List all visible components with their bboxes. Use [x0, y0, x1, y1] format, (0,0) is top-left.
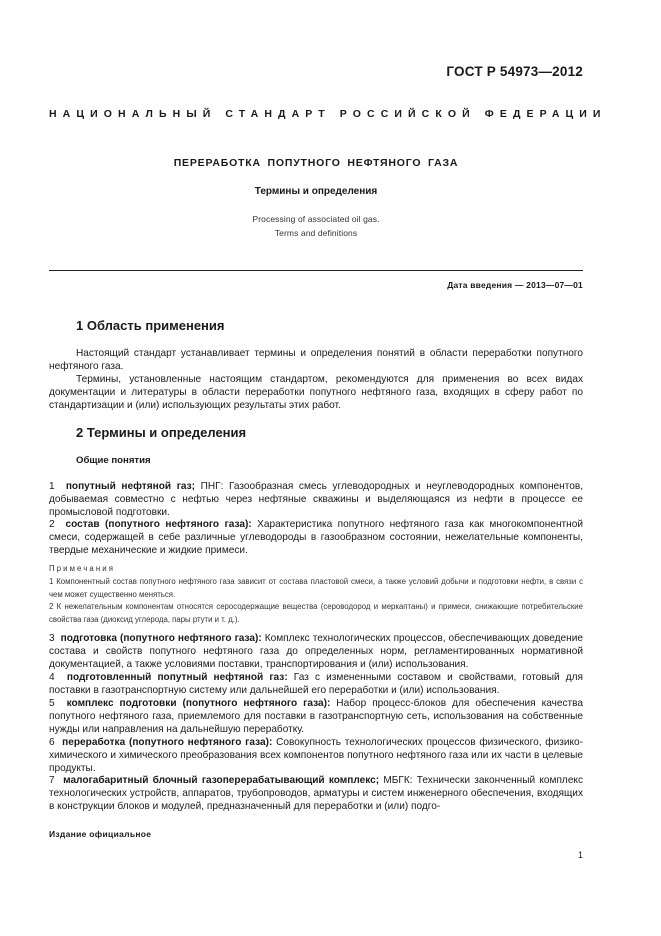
term-name: комплекс подготовки (попутного нефтяного газа): [66, 698, 331, 709]
term-entry-6 [49, 736, 583, 775]
term-number: 4 [49, 672, 55, 683]
term-entry-3 [49, 632, 583, 671]
term-number: 7 [49, 775, 55, 786]
term-definition: Газ с измененными составом и свойствами, готовый для поставки в газотранспортную систему или дальнейшей его переработки и (или) использования. [49, 672, 583, 696]
header-divider [49, 270, 583, 271]
term-entry-1 [49, 480, 583, 519]
term-number: 1 [49, 481, 55, 492]
term-definition: ПНГ: Газообразная смесь углеводородных и неуглеводородных компонентов, добываемая совместно с нефтью через нефтяные скважины и выделяющаяся из нефти в процессе ее промысловой подготовки. [49, 481, 583, 518]
national-standard-line: НАЦИОНАЛЬНЫЙ СТАНДАРТ РОССИЙСКОЙ ФЕДЕРАЦИИ [49, 108, 607, 120]
term-definition: Набор процесс-блоков для обеспечения качества попутного нефтяного газа, приемлемого для поставки в газотранспортную сеть, использования на собственные нужды или направления на дальнейшую переработку. [49, 698, 584, 735]
term-number: 3 [49, 633, 55, 644]
term-name: переработка (попутного нефтяного газа): [62, 737, 273, 748]
term-definition: МБГК: Технически законченный комплекс технологических устройств, аппаратов, трубопроводов, арматуры и систем инженерного обеспечения, входящих в конструкции блоков и модулей, предназначенный для переработки и (или) подго- [49, 775, 584, 812]
standard-number: ГОСТ Р 54973—2012 [446, 64, 583, 79]
english-title-line1: Processing of associated oil gas. [252, 214, 380, 224]
term-number: 5 [49, 698, 55, 709]
section1-paragraph2: Термины, установленные настоящим стандартом, рекомендуются для применения во всех видах документации и литературы в области переработки попутного нефтяного газа, входящих в сферу работ по стандартизации и (или) использующих результаты этих работ. [49, 374, 583, 411]
note-1: 1 Компонентный состав попутного нефтяного газа зависит от состава пластовой смеси, а также условий добычи и подготовки нефти, в связи с чем может существенно меняться. [49, 577, 583, 599]
section1-title: 1 Область применения [76, 318, 225, 333]
term-name: состав (попутного нефтяного газа): [65, 519, 252, 530]
term-number: 6 [49, 737, 55, 748]
term-entry-2 [49, 518, 583, 557]
term-entry-4 [49, 671, 583, 697]
term-definition: Комплекс технологических процессов, обеспечивающих доведение состава и свойств попутного нефтяного газа до определенных норм, регламентированных нормативной документацией, а также условиями поставки, транспортирования и (или) использования. [49, 633, 583, 670]
section1-paragraph1: Настоящий стандарт устанавливает термины и определения понятий в области переработки попутного нефтяного газа. [49, 348, 583, 372]
introduction-date: Дата введения — 2013—07—01 [447, 280, 583, 290]
official-edition-label: Издание официальное [49, 829, 152, 839]
term-definition: Совокупность технологических процессов физического, физико-химического и химического преобразования всех компонентов попутного нефтяного газа или их части в целевые продукты. [49, 737, 584, 774]
document-title: ПЕРЕРАБОТКА ПОПУТНОГО НЕФТЯНОГО ГАЗА [173, 157, 459, 169]
page-number: 1 [577, 850, 583, 860]
term-name: малогабаритный блочный газоперерабатывающий комплекс; [63, 775, 380, 786]
section2-title: 2 Термины и определения [76, 425, 247, 440]
note-2: 2 К нежелательным компонентам относятся серосодержащие вещества (сероводород и меркаптаны) и примеси, снижающие потребительские свойства газа (диоксид углерода, пары ртути и т. д.). [49, 602, 583, 624]
document-subtitle: Термины и определения [254, 186, 378, 197]
english-title-line2: Terms and definitions [274, 228, 358, 238]
term-entry-5 [49, 697, 583, 736]
term-name: подготовка (попутного нефтяного газа): [60, 633, 262, 644]
term-entry-7 [49, 774, 583, 813]
term-name: подготовленный попутный нефтяной газ: [66, 672, 288, 683]
term-definition: Характеристика попутного нефтяного газа как многокомпонентной смеси, содержащей в себе различные углеводороды в газообразном состоянии, нежелательные компоненты, твердые механические и жидкие примеси. [49, 519, 584, 556]
notes-heading: Примечания [49, 564, 116, 573]
term-number: 2 [49, 519, 55, 530]
term-name: попутный нефтяной газ; [65, 481, 196, 492]
section2-subheading: Общие понятия [76, 455, 151, 466]
